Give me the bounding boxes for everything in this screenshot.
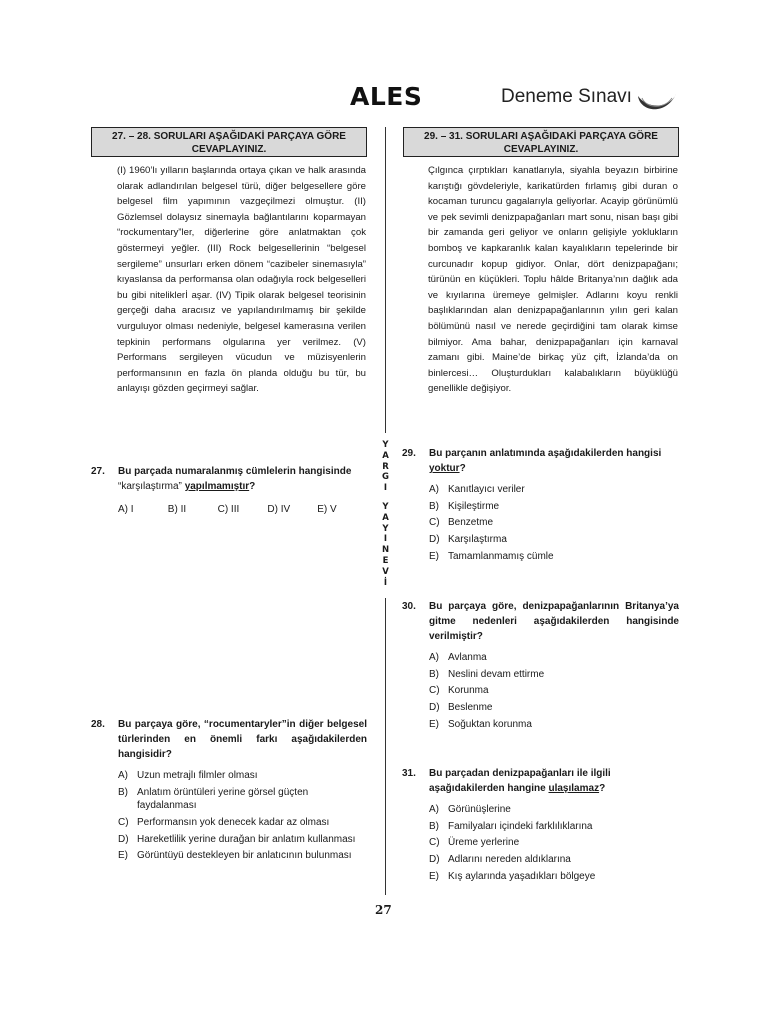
question-28 [91, 717, 367, 866]
question-number: 30. [402, 601, 416, 612]
answer-option-a[interactable]: A) Avlanma [429, 652, 487, 663]
answer-options [429, 803, 679, 883]
answer-option-d[interactable]: D) Adlarını nereden aldıklarına [429, 854, 571, 866]
answer-option-b[interactable]: B) Kişileştirme [429, 500, 500, 512]
question-number: 27. [91, 466, 105, 477]
publisher-vertical-label: Y A R G I Y A Y I N E V İ [381, 440, 390, 588]
answer-option-c[interactable]: C) Performansın yok denecek kadar az olması [118, 816, 330, 828]
answer-option-b[interactable]: B) II [167, 504, 187, 515]
column-divider-top [385, 127, 386, 433]
answer-options [429, 483, 679, 563]
answer-option-c[interactable]: C) Benzetme [429, 517, 494, 529]
answer-option-e[interactable]: E) Tamamlanmamış cümle [429, 550, 554, 562]
exam-subtitle: Deneme Sınavı [501, 86, 632, 107]
question-stem: Bu parçaya göre, “rocumentaryler”in diğer belgesel türlerinden en önemli farkı aşağıdakilerden hangisidir? [118, 719, 367, 760]
question-27 [91, 464, 367, 517]
answer-option-e[interactable]: E) Soğuktan korunma [429, 718, 532, 730]
answer-option-b[interactable]: B) Anlatım örüntüleri yerine görsel güçten faydalanması [118, 786, 309, 812]
question-stem: Bu parçadan denizpapağanları ile ilgili aşağıdakilerden hangine ulaşılamaz? [429, 768, 611, 794]
passage-puffins: Çılgınca çırptıkları kanatlarıyla, siyahla beyazın birbirine karıştığı gövdeleriyle, karikatürden fırlamış gibi duran o kocaman turuncu gagalarıyla geliyorlar. Acayip görünümlü ve pek sevimli denizpapağanları mart sonu, nisan başı gibi bir zamanda geri geliyor ve onların gelişiyle yoklukların bomboş ve kapkaranlık kalan kayalıkların tepelerinde bir curcunadır kopup gidiyor. Onlar, dört denizpapağanı; türünün en küçükleri. Toplu hâlde Britanya’nın dağlık ada ve kıyılarına üremeye gelmişler. Adlarını koyu renkli başlıklarından alan denizpapağanlarının yılın geri kalan bölümünü nasıl ve nerede geçirdiğini tam olarak kimse bilmiyor. Ama bahar, denizpapağanları için karnaval zamanı gibi. Maine’de birkaç yüz çift, İzlanda’da on binlercesi… Oluşturdukları kalabalıkların büyüklüğü genellikle değişiyor. [428, 165, 678, 395]
answer-option-b[interactable]: B) Neslini devam ettirme [429, 668, 545, 680]
answer-option-c[interactable]: C) Korunma [429, 685, 489, 697]
section-heading-left: 27. – 28. SORULARI AŞAĞIDAKİ PARÇAYA GÖRE CEVAPLAYINIZ. [91, 127, 367, 157]
section-heading-right: 29. – 31. SORULARI AŞAĞIDAKİ PARÇAYA GÖRE CEVAPLAYINIZ. [403, 127, 679, 157]
answer-option-a[interactable]: A) Kanıtlayıcı veriler [429, 484, 525, 495]
answer-option-d[interactable]: D) Beslenme [429, 702, 493, 714]
answer-option-e[interactable]: E) Görüntüyü destekleyen bir anlatıcının bulunması [118, 850, 352, 862]
answer-options [429, 651, 679, 731]
question-stem: Bu parçanın anlatımında aşağıdakilerden hangisi yoktur? [429, 448, 662, 474]
passage-rock-documentaries: (I) 1960’lı yılların başlarında ortaya çıkan ve halk arasında olarak adlandırılan belgesel türü, diğer belgesellere göre belgesel film yapımının vazgeçilmezi olmuştur. (II) Gözlemsel dolaysız sinemayla bağlantılarını koparmayan “rockumentary”ler, diğerlerine göre anlatmaktan çok göstermeyi yeğler. (III) Rock belgesellerinin “belgesel sergileme” unsurları erken dönem “cazibeler sinemasıyla” kıyaslansa da performansa olan odağıyla rock belgeselleri bu gibi niteliklerİ aşar. (IV) Tipik olarak belgesel teorisinin gerçeği daha aracısız ve yapılandırılmamış bir şekilde vurguluyor olması nedeniyle, belgesel kamerasına verilen tepkinin performans olgularına yer verilmez. (V) Performans sergileyen vücudun ve müzisyenlerin performansının en fazla ön planda olduğu bu tür, bu anlayışı gözden geçirmeyi sağlar. [117, 165, 366, 395]
answer-option-d[interactable]: D) Hareketlilik yerine durağan bir anlatım kullanması [118, 833, 356, 845]
answer-option-e[interactable]: E) Kış aylarında yaşadıkları bölgeye [429, 870, 596, 882]
answer-option-a[interactable]: A) Görünüşlerine [429, 804, 511, 815]
answer-option-b[interactable]: B) Familyaları içindeki farklılıklarına [429, 820, 593, 832]
answer-options [118, 502, 367, 517]
column-divider-bottom [385, 598, 386, 895]
question-number: 31. [402, 768, 416, 779]
question-stem: Bu parçaya göre, denizpapağanlarının Britanya’ya gitme nedenleri aşağıdakilerden hangisinde verilmiştir? [429, 601, 679, 642]
question-stem: Bu parçada numaralanmış cümlelerin hangisinde “karşılaştırma” yapılmamıştır? [118, 466, 352, 492]
question-number: 28. [91, 719, 105, 730]
answer-option-a[interactable]: A) I [118, 504, 134, 515]
answer-option-a[interactable]: A) Uzun metrajlı filmler olması [118, 770, 258, 781]
answer-option-c[interactable]: C) III [217, 504, 240, 515]
answer-options [118, 769, 367, 863]
question-number: 29. [402, 448, 416, 459]
page-number: 27 [375, 903, 392, 917]
logo-swoosh-icon [632, 74, 680, 118]
question-31 [402, 766, 679, 886]
question-29 [402, 446, 679, 566]
answer-option-e[interactable]: E) V [317, 504, 337, 515]
answer-option-d[interactable]: D) Karşılaştırma [429, 534, 507, 546]
answer-option-d[interactable]: D) IV [267, 504, 291, 515]
answer-option-c[interactable]: C) Üreme yerlerine [429, 837, 520, 849]
exam-title: ALES [350, 82, 423, 111]
question-30 [402, 599, 679, 734]
